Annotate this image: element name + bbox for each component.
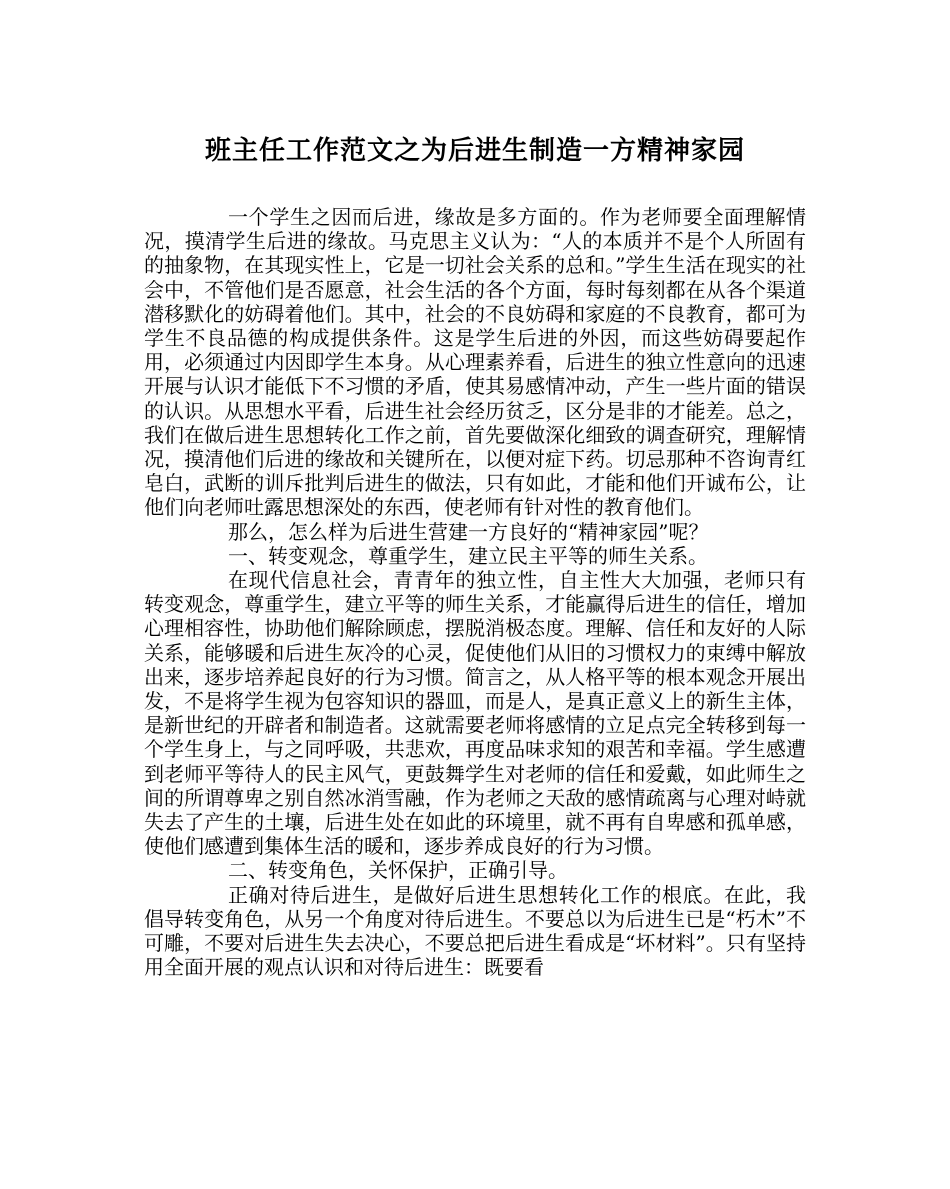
document-body (144, 205, 806, 980)
section-heading-1: 一、转变观念，尊重学生，建立民主平等的师生关系。 (228, 543, 708, 568)
paragraph-equal-relationship: 在现代信息社会，青青年的独立性，自主性大大加强，老师只有转变观念，尊重学生，建立平等的师生关系，才能赢得后进生的信任，增加心理相容性，协助他们解除顾虑，摆脱消极态度。理解、信任和友好的人际关系，能够暖和后进生灰冷的心灵，促使他们从旧的习惯权力的束缚中解放出来，逐步培养起良好的行为习惯。简言之，从人格平等的根本观念开展出发，不是将学生视为包容知识的器皿，而是人，是真正意义上的新生主体，是新世纪的开辟者和制造者。这就需要老师将感情的立足点完全转移到每一个学生身上，与之同呼吸，共悲欢，再度品味求知的艰苦和幸福。学生感遭到老师平等待人的民主风气，更鼓舞学生对老师的信任和爱戴，如此师生之间的所谓尊卑之别自然冰消雪融，作为老师之天敌的感情疏离与心理对峙就失去了产生的土壤，后进生处在如此的环境里，就不再有自卑感和孤单感，使他们感遭到集体生活的暖和，逐步养成良好的行为习惯。 (144, 568, 806, 859)
document-title: 班主任工作范文之为后进生制造一方精神家园 (204, 136, 745, 166)
paragraph-question: 那么，怎么样为后进生营建一方良好的“精神家园”呢？ (228, 519, 709, 544)
paragraph-causes: 一个学生之因而后进，缘故是多方面的。作为老师要全面理解情况，摸清学生后进的缘故。马克思主义认为：“人的本质并不是个人所固有的抽象物，在其现实性上，它是一切社会关系的总和。”学生生活在现实的社会中，不管他们是否愿意，社会生活的各个方面，每时每刻都在从各个渠道潜移默化的妨碍着他们。其中，社会的不良妨碍和家庭的不良教育，都可为学生不良品德的构成提供条件。这是学生后进的外因，而这些妨碍要起作用，必须通过内因即学生本身。从心理素养看，后进生的独立性意向的迅速开展与认识才能低下不习惯的矛盾，使其易感情冲动，产生一些片面的错误的认识。从思想水平看，后进生社会经历贫乏，区分是非的才能差。总之，我们在做后进生思想转化工作之前，首先要做深化细致的调查研究，理解情况，摸清他们后进的缘故和关键所在，以便对症下药。切忌那种不咨询青红皂白，武断的训斥批判后进生的做法，只有如此，才能和他们开诚布公，让他们向老师吐露思想深处的东西，使老师有针对性的教育他们。 (144, 205, 806, 520)
section-heading-2: 二、转变角色，关怀保护，正确引导。 (228, 858, 568, 883)
paragraph-correct-treatment: 正确对待后进生，是做好后进生思想转化工作的根底。在此，我倡导转变角色，从另一个角度对待后进生。不要总以为后进生已是“朽木”不可雕，不要对后进生失去决心，不要总把后进生看成是“坏材料”。只有坚持用全面开展的观点认识和对待后进生：既要看 (144, 882, 806, 980)
